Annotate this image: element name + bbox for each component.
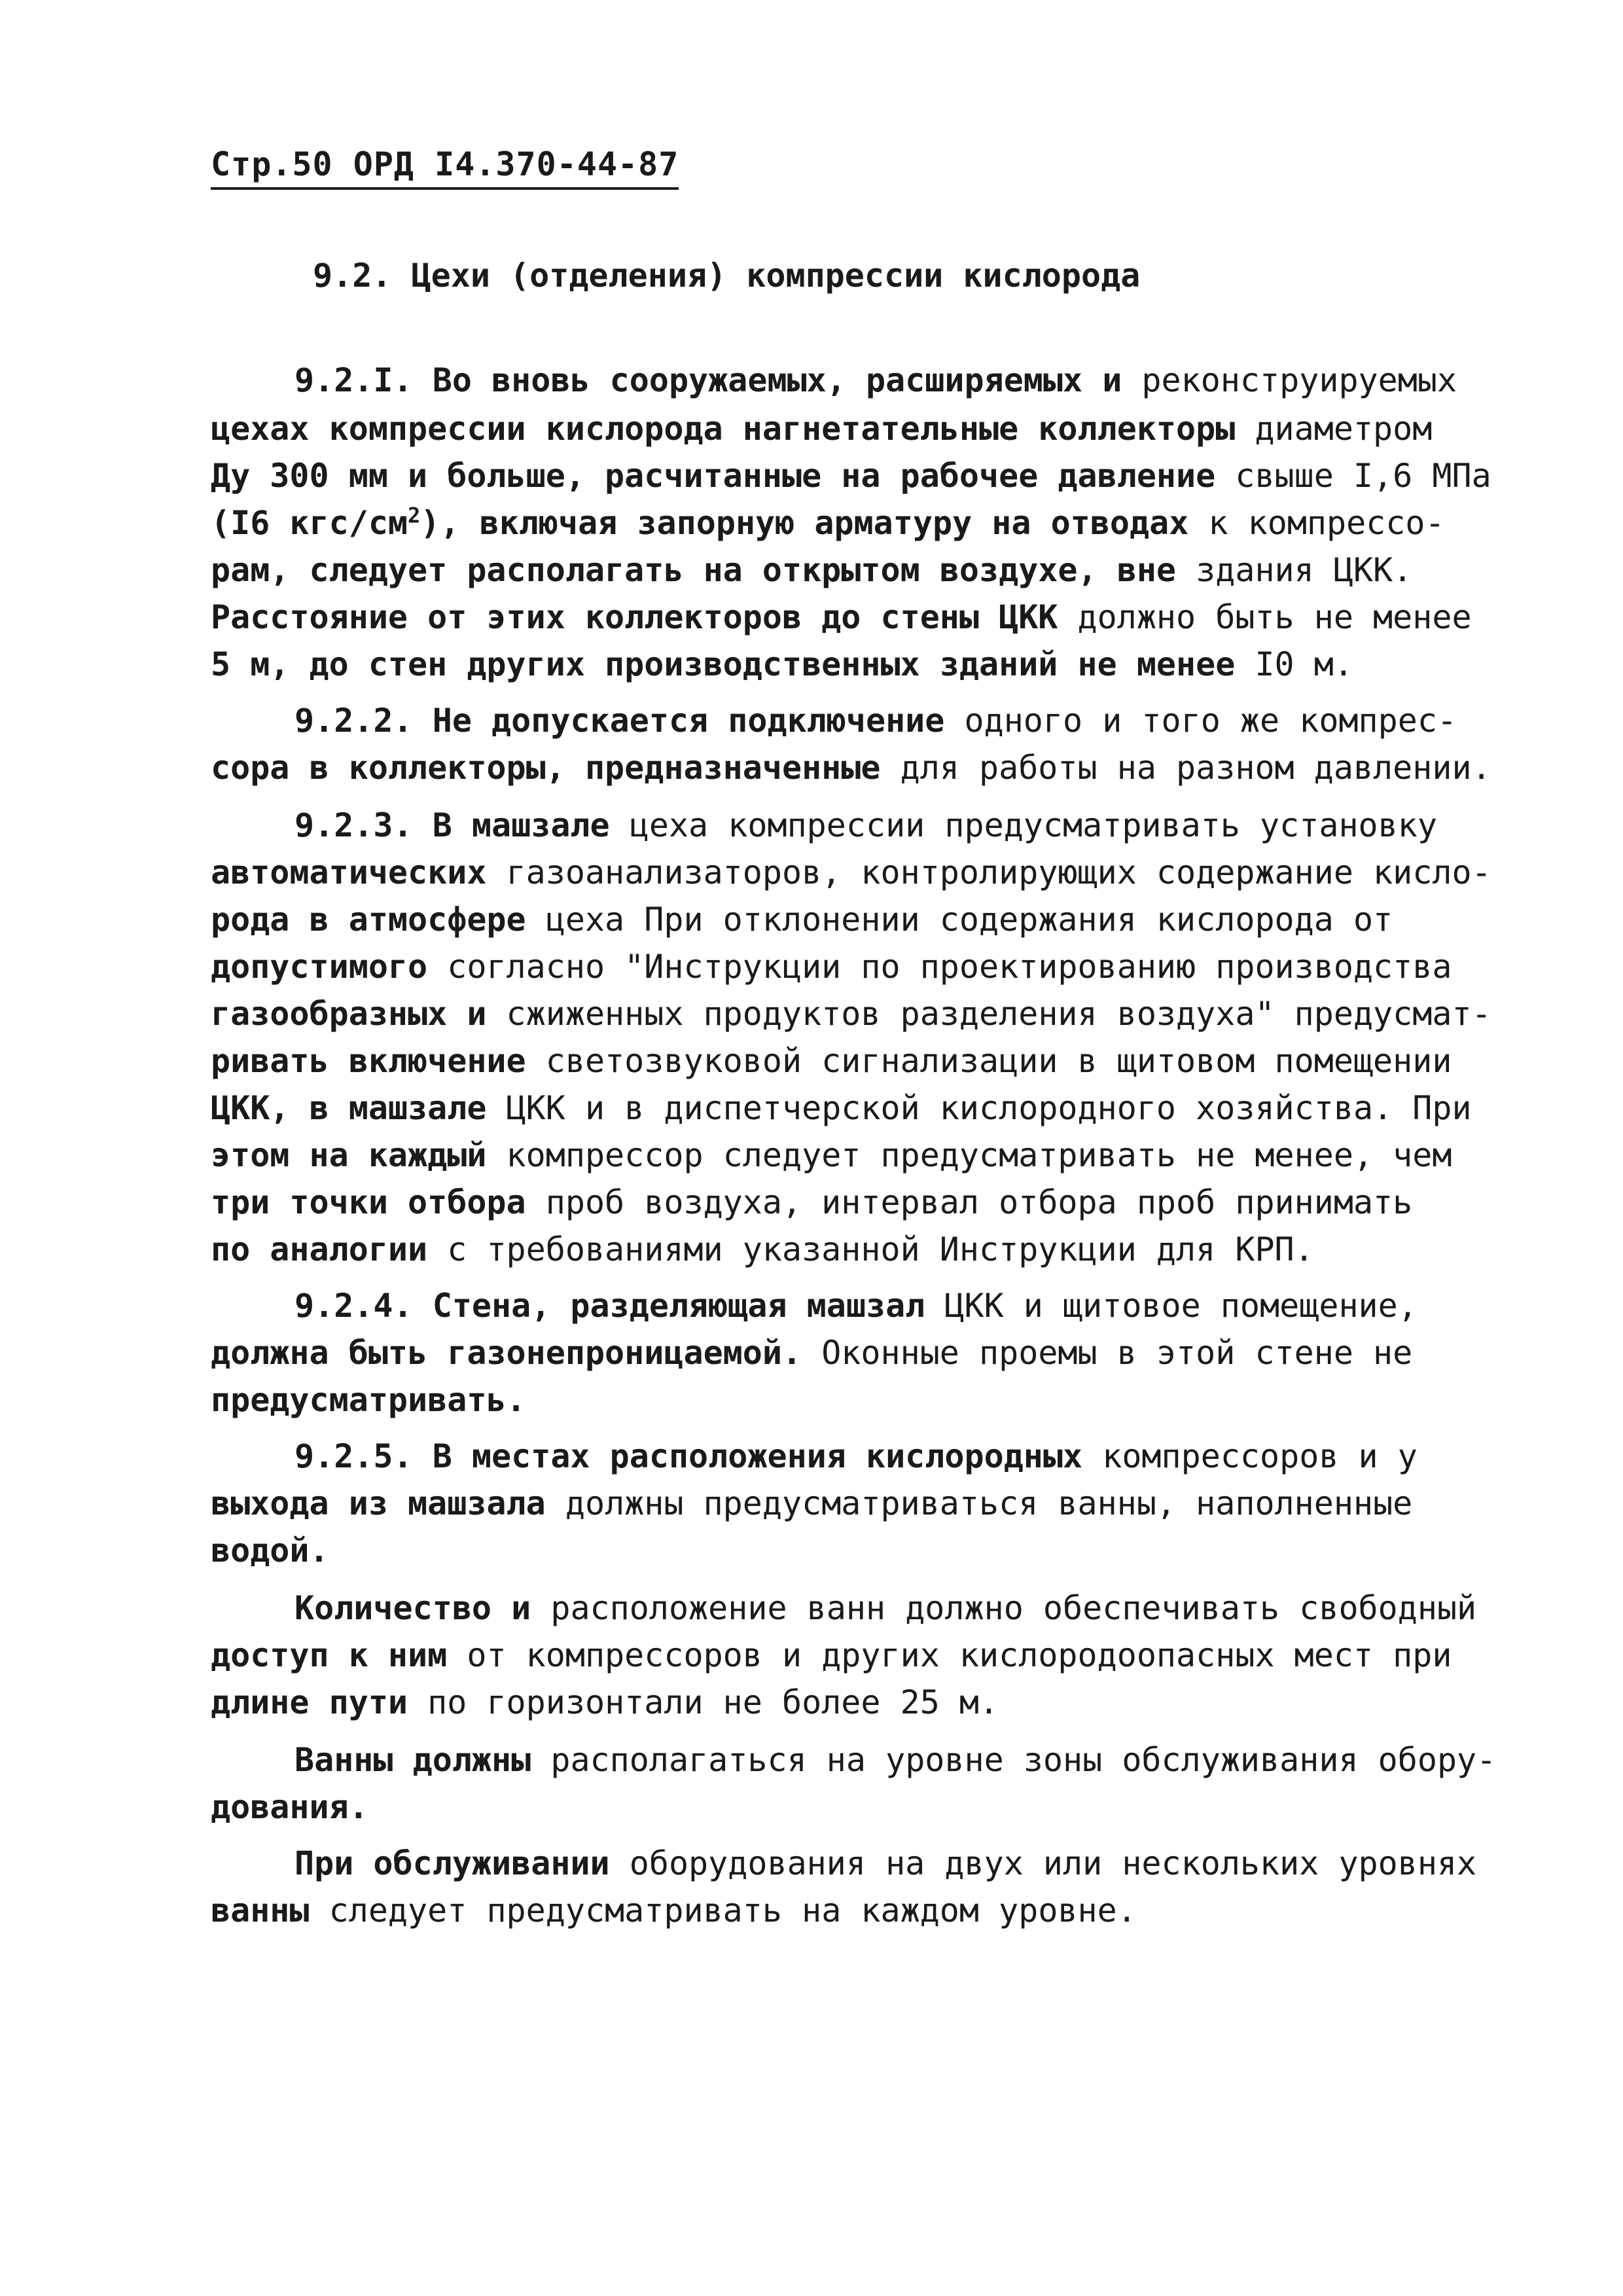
paragraph-line: длине пути по горизонтали не более 25 м. — [211, 1683, 999, 1721]
paragraph-line: 9.2.3. В машзале цеха компрессии предусматривать установку — [294, 806, 1437, 844]
paragraph-line: (I6 кгс/$см^2$), включая запорную арматуру на отводах к компрессо- — [211, 503, 1445, 542]
paragraph-line: доступ к ним от компрессоров и других кислородоопасных мест при — [211, 1636, 1452, 1674]
paragraph-line: дования. — [211, 1788, 368, 1826]
paragraph-line: водой. — [211, 1532, 329, 1570]
paragraph-line: рода в атмосфере цеха При отклонении содержания кислорода от — [211, 901, 1393, 939]
paragraph-line: 9.2.5. В местах расположения кислородных компрессоров и у — [294, 1437, 1418, 1475]
paragraph-line: ривать включение светозвуковой сигнализации в щитовом помещении — [211, 1042, 1452, 1080]
paragraph-line: Расстояние от этих коллекторов до стены ЦКК должно быть не менее — [211, 598, 1472, 636]
paragraph-line: по аналогии с требованиями указанной Инструкции для КРП. — [211, 1230, 1314, 1268]
paragraph-line: 9.2.4. Стена, разделяющая машзал ЦКК и щитовое помещение, — [294, 1287, 1418, 1325]
paragraph-line: При обслуживании оборудования на двух или нескольких уровнях — [294, 1844, 1477, 1882]
paragraph-line: 9.2.2. Не допускается подключение одного и того же компрес- — [294, 702, 1457, 740]
page-header: Стр.50 ОРД I4.370-44-87 — [211, 145, 679, 190]
paragraph-line: ванны следует предусматривать на каждом уровне. — [211, 1892, 1137, 1929]
paragraph-line: допустимого согласно "Инструкции по проектированию производства — [211, 948, 1452, 986]
paragraph-line: должна быть газонепроницаемой. Оконные проемы в этой стене не — [211, 1334, 1413, 1372]
section-title: 9.2. Цехи (отделения) компрессии кислорода — [313, 257, 1141, 295]
paragraph-line: ЦКК, в машзале ЦКК и в диспетчерской кислородного хозяйства. При — [211, 1089, 1472, 1127]
paragraph-line: Ду 300 мм и больше, расчитанные на рабочее давление свыше I,6 МПа — [211, 457, 1491, 495]
paragraph-line: 9.2.I. Во вновь сооружаемых, расширяемых и реконструируемых — [294, 361, 1457, 399]
paragraph-line: Количество и расположение ванн должно обеспечивать свободный — [294, 1589, 1477, 1627]
paragraph-line: предусматривать. — [211, 1381, 526, 1419]
paragraph-line: три точки отбора проб воздуха, интервал отбора проб принимать — [211, 1183, 1413, 1221]
paragraph-line: сора в коллекторы, предназначенные для работы на разном давлении. — [211, 749, 1491, 787]
paragraph-line: выхода из машзала должны предусматриваться ванны, наполненные — [211, 1484, 1413, 1522]
paragraph-line: рам, следует располагать на открытом воздухе, вне здания ЦКК. — [211, 551, 1413, 589]
paragraph-line: автоматических газоанализаторов, контролирующих содержание кисло- — [211, 853, 1491, 891]
paragraph-line: этом на каждый компрессор следует предусматривать не менее, чем — [211, 1136, 1452, 1174]
paragraph-line: Ванны должны располагаться на уровне зоны обслуживания обору- — [294, 1741, 1497, 1779]
paragraph-line: цехах компрессии кислорода нагнетательные коллекторы диаметром — [211, 410, 1433, 448]
paragraph-line: газообразных и сжиженных продуктов разделения воздуха" предусмат- — [211, 995, 1491, 1033]
paragraph-line: 5 м, до стен других производственных зданий не менее I0 м. — [211, 645, 1353, 683]
